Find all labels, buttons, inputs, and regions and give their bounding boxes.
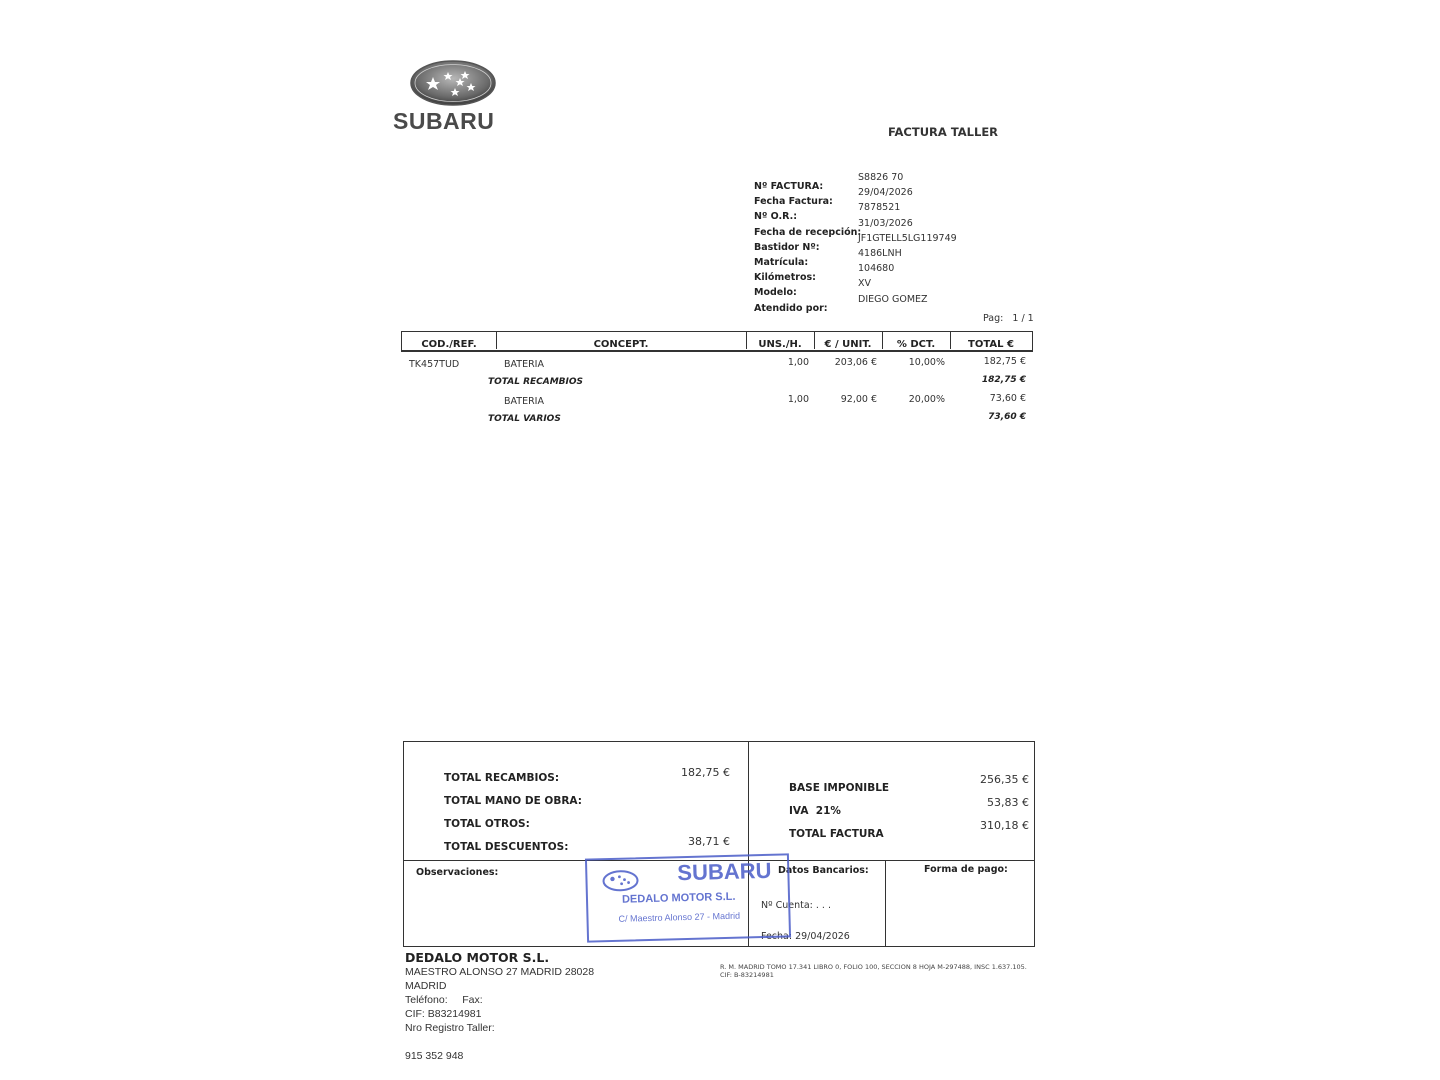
row-total: 73,60 €	[989, 393, 1026, 404]
total-otros-row	[444, 812, 734, 835]
subaru-emblem-icon	[393, 58, 518, 110]
stamp-brand: SUBARU	[677, 857, 772, 886]
stamp-line2: C/ Maestro Alonso 27 - Madrid	[618, 910, 741, 924]
info-label: Modelo:	[754, 287, 797, 299]
invoice-info-block	[754, 172, 1034, 314]
total-descuentos-label: TOTAL DESCUENTOS:	[444, 841, 569, 853]
subtotal-row	[401, 375, 1031, 389]
info-value: DIEGO GOMEZ	[858, 293, 928, 305]
col-header-units: UNS./H.	[746, 332, 815, 349]
base-imponible-value: 256,35 €	[980, 773, 1029, 786]
info-label: Bastidor Nº:	[754, 241, 820, 253]
lines-table-header	[401, 331, 1033, 352]
info-label: Fecha de recepción:	[754, 226, 862, 238]
company-cif: CIF: B83214981	[405, 1008, 482, 1020]
total-descuentos-value: 38,71 €	[688, 835, 730, 848]
numero-cuenta: Nº Cuenta: . . .	[761, 900, 831, 911]
info-label: Fecha Factura:	[754, 196, 833, 208]
company-city: MADRID	[405, 980, 447, 992]
total-otros-label: TOTAL OTROS:	[444, 818, 530, 830]
total-factura-value: 310,18 €	[980, 819, 1029, 832]
subtotal-value: 182,75 €	[981, 375, 1026, 385]
company-phone: Teléfono: Fax:	[405, 994, 483, 1006]
info-label: Kilómetros:	[754, 272, 816, 284]
col-header-unit-price: € / UNIT.	[814, 332, 883, 349]
row-unit-price: 203,06 €	[834, 357, 877, 368]
col-header-discount: % DCT.	[882, 332, 951, 349]
totals-right	[789, 773, 1029, 845]
row-discount: 10,00%	[908, 357, 945, 368]
row-total: 182,75 €	[983, 356, 1026, 367]
subtotal-value: 73,60 €	[988, 412, 1026, 422]
stamp-emblem-icon	[601, 869, 640, 892]
info-label: Matrícula:	[754, 256, 809, 268]
document-title: FACTURA TALLER	[888, 125, 999, 139]
total-recambios-value: 182,75 €	[681, 766, 730, 779]
payment-divider	[885, 860, 886, 946]
iva-label: IVA 21%	[789, 805, 841, 817]
info-value: 104680	[858, 263, 895, 275]
totals-left	[444, 766, 734, 858]
total-factura-label: TOTAL FACTURA	[789, 828, 884, 840]
forma-pago-label: Forma de pago:	[924, 864, 1008, 875]
total-mano-obra-row	[444, 789, 734, 812]
page-label: Pag:	[983, 313, 1004, 324]
row-unit-price: 92,00 €	[840, 394, 877, 405]
row-concept: BATERIA	[504, 359, 544, 370]
table-row	[401, 393, 1031, 407]
col-header-code: COD./REF.	[402, 332, 497, 349]
col-header-total: TOTAL €	[968, 339, 1014, 350]
total-factura-row	[789, 819, 1029, 845]
company-registry: Nro Registro Taller:	[405, 1022, 495, 1034]
stamp-line1: DEDALO MOTOR S.L.	[621, 890, 736, 906]
registro-mercantil: R. M. MADRID TOMO 17.341 LIBRO 0, FOLIO 100, SECCION 8 HOJA M-297488, INSC 1.637.105.	[720, 963, 1027, 971]
company-address: MAESTRO ALONSO 27 MADRID 28028	[405, 966, 595, 978]
info-value: 29/04/2026	[858, 187, 913, 199]
info-label: Nº O.R.:	[754, 211, 797, 223]
row-code: TK457TUD	[409, 359, 460, 370]
company-stamp	[585, 853, 791, 942]
total-recambios-row	[444, 766, 734, 789]
info-value: S8826 70	[858, 172, 904, 183]
footer-company-block	[405, 950, 705, 1062]
page-value: 1 / 1	[1012, 313, 1034, 324]
row-units: 1,00	[787, 357, 809, 368]
subtotal-label: TOTAL RECAMBIOS	[488, 377, 584, 387]
observaciones-label: Observaciones:	[416, 867, 499, 878]
row-units: 1,00	[787, 394, 809, 405]
info-value: 31/03/2026	[858, 217, 913, 229]
page-indicator	[983, 313, 1034, 324]
total-mano-obra-label: TOTAL MANO DE OBRA:	[444, 795, 582, 807]
col-header-concept: CONCEPT.	[496, 332, 747, 349]
info-label: Nº FACTURA:	[754, 181, 824, 192]
info-label: Atendido por:	[754, 302, 828, 314]
registro-cif: CIF: B-83214981	[720, 971, 774, 979]
total-recambios-label: TOTAL RECAMBIOS:	[444, 772, 560, 784]
company-number: 915 352 948	[405, 1050, 464, 1062]
info-value: 4186LNH	[858, 247, 902, 259]
info-value: XV	[858, 278, 872, 290]
subtotal-row	[401, 412, 1031, 426]
registro-mercantil-block	[720, 963, 1040, 979]
datos-bancarios-label: Datos Bancarios:	[778, 865, 869, 876]
subtotal-label: TOTAL VARIOS	[488, 414, 561, 424]
base-imponible-label: BASE IMPONIBLE	[789, 782, 890, 794]
table-row	[401, 356, 1031, 370]
iva-value: 53,83 €	[987, 796, 1029, 809]
fecha-bancaria: Fecha: 29/04/2026	[761, 931, 850, 942]
info-value: 7878521	[858, 202, 901, 214]
row-discount: 20,00%	[908, 394, 945, 405]
row-concept: BATERIA	[504, 396, 544, 407]
company-name: DEDALO MOTOR S.L.	[405, 950, 550, 965]
total-descuentos-row	[444, 835, 734, 858]
logo-wordmark: SUBARU	[393, 108, 495, 134]
subaru-logo	[393, 58, 518, 133]
info-value: JF1GTELL5LG119749	[858, 232, 957, 244]
